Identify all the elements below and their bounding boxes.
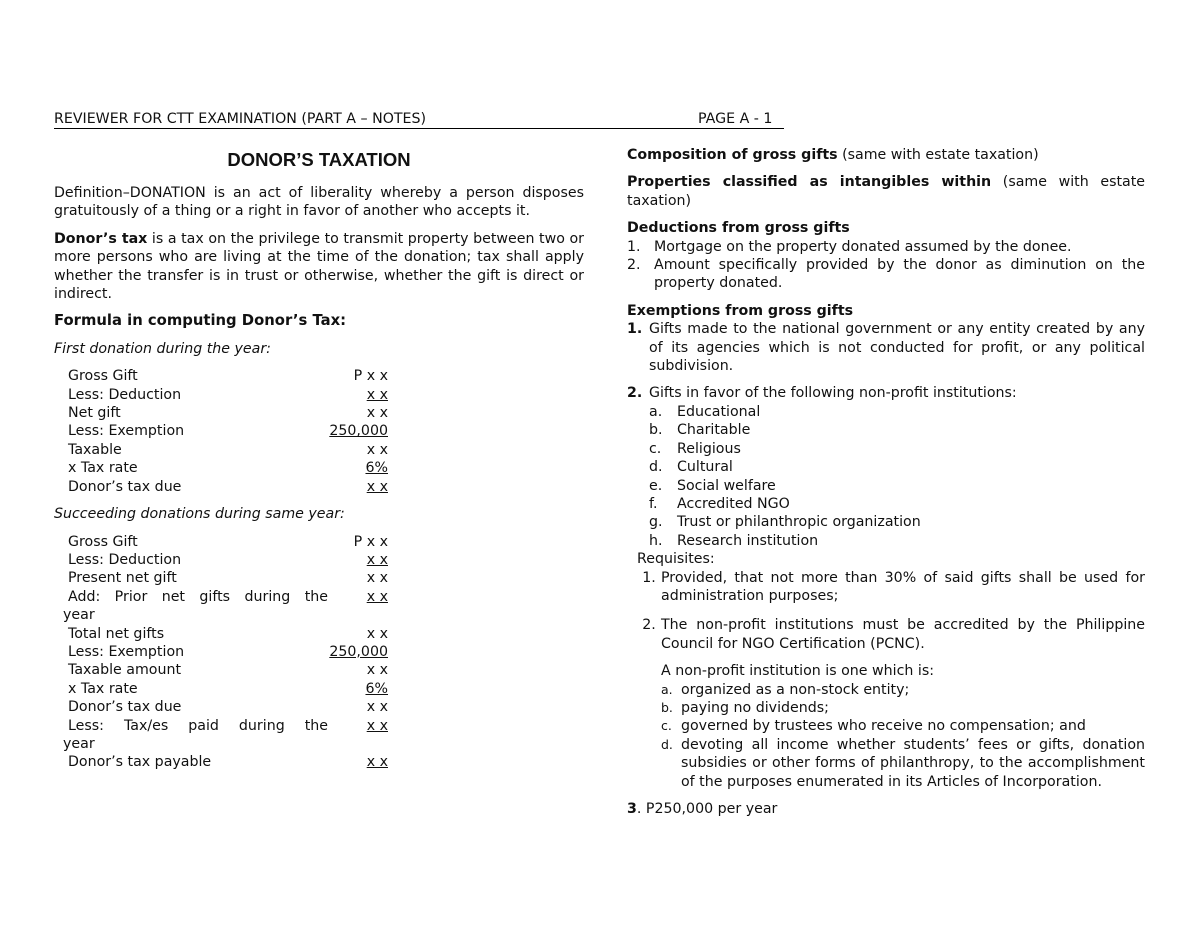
item-letter: b. [661,699,673,715]
deductions-list [627,238,1145,293]
item-text: paying no dividends; [681,699,829,716]
deductions-heading: Deductions from gross gifts [627,220,850,237]
row-label: Donor’s tax payable [68,754,212,771]
requisites-list [637,569,1145,654]
intangibles-heading: Properties classified as intangibles within [627,174,992,191]
item-text: The non-profit institutions must be accredited by the Philippine Council for NGO Certification (PCNC). [661,617,1145,652]
row-value: x x [366,570,388,587]
row-value: x x [366,386,388,403]
computation-row [68,588,388,606]
computation-row [68,680,388,698]
row-label: Less: Deduction [68,386,182,403]
exemption-item-3 [627,800,1145,818]
page-title: DONOR’S TAXATION [227,149,411,170]
item-text: Amount specifically provided by the donor as diminution on the property donated. [654,257,1145,292]
list-item [627,238,1145,256]
row-label: Less: Tax/es paid during the [68,717,328,734]
item-letter: c. [649,440,662,457]
item-number: 2. [627,385,643,402]
item-letter: h. [649,532,663,549]
row-value: x x [366,717,388,734]
row-value: P x x [353,368,388,385]
row-value: x x [366,405,388,422]
definition-paragraph: Definition–DONATION is an act of liberality whereby a person disposes gratuitously of a thing or a right in favor of another who accepts it. [54,185,584,220]
row-value: x x [366,588,388,605]
list-item [649,440,1145,458]
composition-note: (same with estate taxation) [837,147,1039,163]
row-label: Add: Prior net gifts during the [68,588,328,605]
row-value: 6% [365,460,388,477]
item-text: Research institution [677,532,819,549]
computation-row [68,643,388,661]
list-item [649,495,1145,513]
donors-tax-paragraph [54,230,584,304]
left-column [54,148,584,772]
row-value: P x x [353,533,388,550]
list-item [649,513,1145,531]
row-value: x x [366,441,388,458]
computation-row [68,459,388,477]
row-label: Gross Gift [68,533,138,550]
row-label: Present net gift [68,570,177,587]
item-letter: f. [649,495,658,512]
institutions-list [649,403,1145,550]
item-text: Cultural [677,459,733,476]
item-text: Social welfare [677,477,776,494]
computation-row [68,386,388,404]
intangibles-note: (same with estate taxation) [627,174,1146,209]
list-item [627,256,1145,293]
row-value: x x [366,478,388,495]
item-number: 1. [627,321,643,338]
item-text: . P250,000 per year [636,801,778,817]
list-item [661,717,1145,735]
donors-tax-term: Donor’s tax [54,230,148,247]
first-donation-computation [68,367,388,496]
computation-row [68,717,388,735]
npi-intro: A non-profit institution is one which is: [661,663,934,680]
row-value: x x [366,625,388,642]
requisites-label: Requisites: [637,551,715,568]
computation-row [68,625,388,643]
item-text: Mortgage on the property donated assumed by the donee. [654,238,1072,255]
row-label: Donor’s tax due [68,699,182,716]
list-item [661,699,1145,717]
item-text: Gifts in favor of the following non-profit institutions: [649,385,1017,402]
list-item [649,403,1145,421]
item-letter: e. [649,477,663,494]
computation-row [68,367,388,385]
list-item [649,458,1145,476]
list-item [649,421,1145,439]
formula-heading: Formula in computing Donor’s Tax: [54,312,347,330]
item-letter: a. [649,403,663,420]
item-letter: d. [649,459,663,476]
item-text: Religious [677,440,741,457]
row-label: Taxable [68,441,122,458]
item-letter: d. [661,736,673,752]
row-value: 6% [365,680,388,697]
item-letter: g. [649,514,663,531]
row-label-continued: year [63,735,95,752]
item-text: Educational [677,403,761,420]
succeeding-donations-heading: Succeeding donations during same year: [54,506,345,523]
computation-row [68,478,388,496]
page-header [54,110,784,129]
exemptions-heading: Exemptions from gross gifts [627,302,854,319]
list-item [649,477,1145,495]
row-value: x x [366,699,388,716]
item-text: Charitable [677,422,751,439]
row-label: Less: Exemption [68,423,185,440]
item-number: 2. [627,257,641,274]
list-item [661,736,1145,791]
item-text: devoting all income whether students’ fees or gifts, donation subsidies or other forms of philanthropy, to the accomplishment of the purposes enumerated in its Articles of Incorporation. [681,736,1145,790]
item-number: 2. [642,617,656,634]
row-value: 250,000 [329,643,388,660]
item-text: Trust or philanthropic organization [677,514,921,531]
item-number: 3 [627,801,637,817]
page-number: PAGE A - 1 [698,111,773,127]
computation-row [68,441,388,459]
row-value: x x [366,754,388,771]
composition-line [627,146,1145,164]
computation-row [68,551,388,569]
item-text: Gifts made to the national government or any entity created by any of its agencies which is not conducted for profit, or any political subdivision. [649,321,1145,375]
computation-row [68,661,388,679]
list-item [637,569,1145,606]
intangibles-line [627,173,1145,210]
header-title: REVIEWER FOR CTT EXAMINATION (PART A – NOTES) [54,111,427,127]
computation-row [68,404,388,422]
row-label: Taxable amount [68,662,182,679]
first-donation-heading: First donation during the year: [54,340,271,357]
computation-row [68,698,388,716]
item-number: 1. [642,569,656,586]
computation-row [68,569,388,587]
item-text: Accredited NGO [677,495,790,512]
row-label: Less: Deduction [68,551,182,568]
item-letter: a. [661,681,673,697]
right-column [627,146,1145,818]
item-text: organized as a non-stock entity; [681,681,910,698]
row-value: x x [366,551,388,568]
row-label-continued: year [63,607,95,624]
row-label: Gross Gift [68,368,138,385]
row-label: Total net gifts [68,625,165,642]
list-item [661,681,1145,699]
list-item [637,616,1145,653]
item-text: governed by trustees who receive no compensation; and [681,718,1086,735]
row-label: Donor’s tax due [68,478,182,495]
composition-heading: Composition of gross gifts [627,147,838,163]
row-label: x Tax rate [68,460,138,477]
item-letter: b. [649,422,663,439]
computation-row [68,422,388,440]
row-label: Less: Exemption [68,643,185,660]
npi-list [661,681,1145,791]
computation-row [68,753,388,771]
computation-row [68,533,388,551]
exemption-item [627,384,1145,402]
row-label: Net gift [68,405,121,422]
row-label: x Tax rate [68,680,138,697]
succeeding-donations-computation [63,533,388,772]
list-item [649,532,1145,550]
row-value: x x [366,662,388,679]
item-text: Provided, that not more than 30% of said gifts shall be used for administration purposes; [661,569,1145,604]
row-value: 250,000 [329,423,388,440]
donors-tax-text: is a tax on the privilege to transmit property between two or more persons who are living at the time of the donation; tax shall apply whether the transfer is in trust or otherwise, whether the gift is direct or indirect. [54,230,584,303]
item-letter: c. [661,718,672,734]
exemption-item [627,320,1145,375]
item-number: 1. [627,238,641,255]
